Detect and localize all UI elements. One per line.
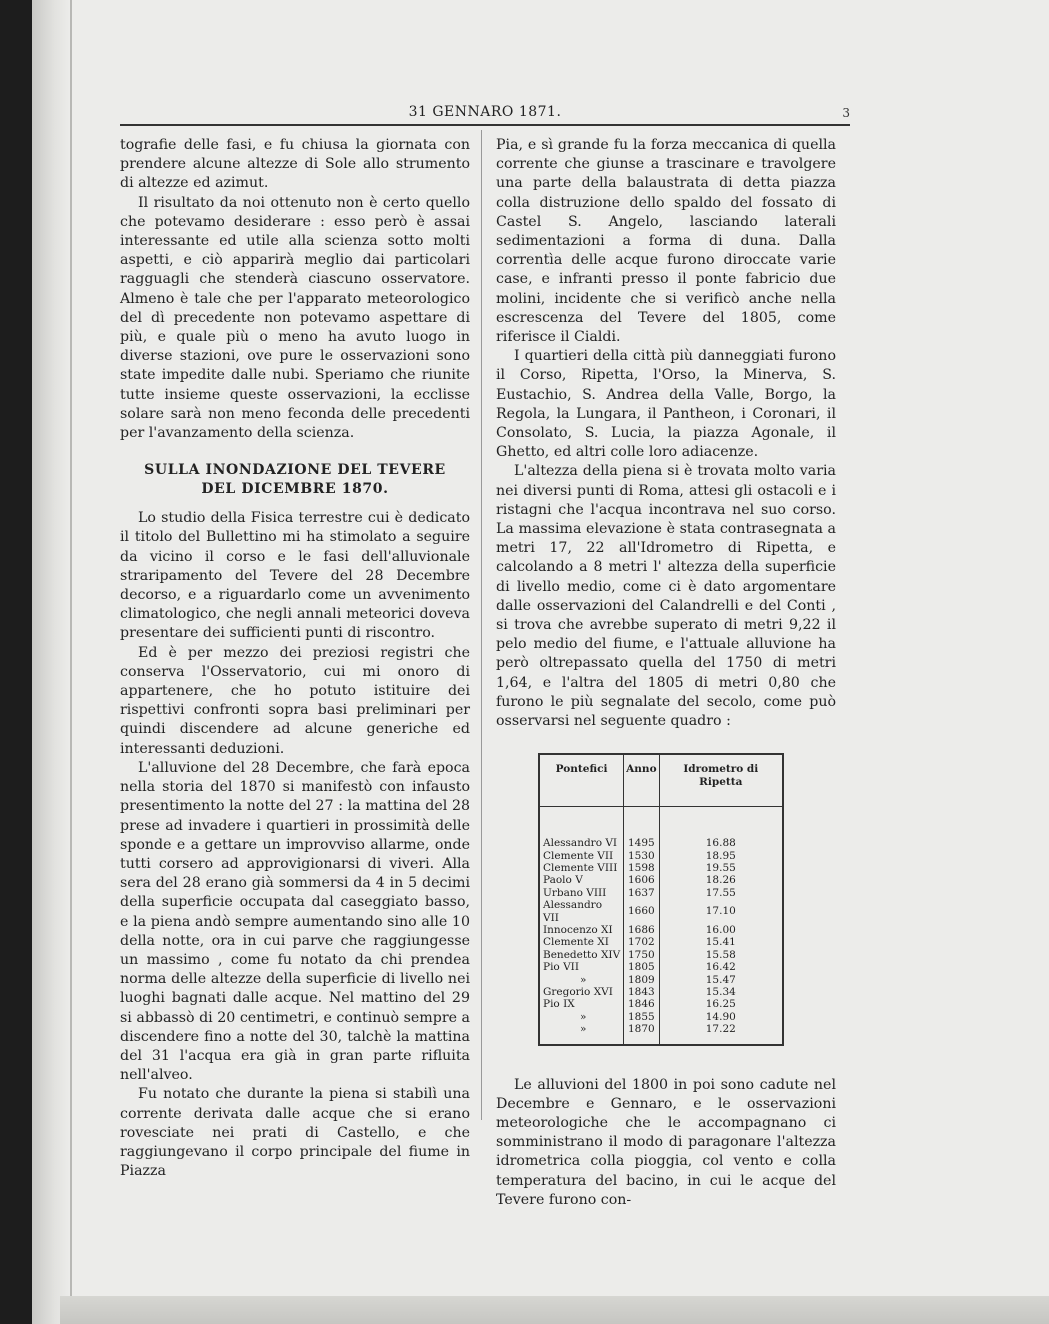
cell-pontefice: » [580, 973, 587, 986]
table-row [540, 862, 782, 874]
table-row [540, 874, 782, 886]
cell-pontefice: Alessandro VI [543, 837, 618, 850]
article-heading-line: DEL DICEMBRE 1870. [201, 481, 389, 498]
cell-altezza: 18.95 [659, 850, 782, 862]
cell-altezza: 16.00 [659, 924, 782, 936]
page-number: 3 [842, 106, 850, 120]
column-separator [481, 130, 482, 1120]
cell-anno: 1598 [624, 862, 659, 874]
cell-anno: 1846 [624, 998, 659, 1010]
cell-altezza: 16.42 [659, 961, 782, 973]
paragraph: Fu notato che durante la piena si stabilì una corrente derivata dalle acque che si erano rovesciate nei prati di Castello, e che raggiungevano il corpo principale del fiume in Piazza [120, 1086, 470, 1180]
table-row [540, 887, 782, 899]
header-anno: Anno [624, 755, 659, 806]
cell-pontefice: Benedetto XIV [543, 948, 621, 961]
cell-pontefice: Urbano VIII [543, 886, 607, 899]
paragraph: Pia, e sì grande fu la forza meccanica di quella corrente che giunse a trascinare e travolgere una parte della balaustrata di detta piazza colla distruzione dello spaldo del fossato di Castel S. Angelo, lasciando laterali sedimentazioni a forma di duna. Dalla correntìa delle acque furono diroccate varie case, e infranti presso il ponte fabricio due molini, incidente che si verificò anche nella escrescenza del Tevere del 1805, come riferisce il Cialdi. [496, 137, 836, 346]
cell-pontefice: Alessandro VII [543, 899, 603, 924]
cell-anno: 1660 [624, 899, 659, 924]
cell-pontefice: Gregorio XVI [543, 985, 613, 998]
cell-anno: 1843 [624, 986, 659, 998]
article-heading [120, 461, 470, 499]
right-column [496, 136, 836, 1210]
cell-anno: 1530 [624, 850, 659, 862]
cell-altezza: 17.10 [659, 899, 782, 924]
paragraph: L'altezza della piena si è trovata molto varia nei diversi punti di Roma, attesi gli ostacoli e i ristagni che l'acqua incontrava nel suo corso. La massima elevazione è stata contrasegnata a metri 17, 22 all'Idrometro di Ripetta, e calcolando a 8 metri l' altezza della superficie di livello medio, come ci è dato argomentare dalle osservazioni del Calandrelli e del Conti , si trova che avrebbe superato di metri 9,22 il pelo medio del fiume, e l'attuale alluvione ha però oltrepassato quella del 1750 di metri 1,64, e l'altra del 1805 di metri 0,80 che furono le più segnalate del secolo, come può osservarsi nel seguente quadro : [496, 463, 836, 730]
cell-altezza: 15.58 [659, 949, 782, 961]
cell-altezza: 14.90 [659, 1011, 782, 1023]
cell-altezza: 15.34 [659, 986, 782, 998]
cell-altezza: 16.88 [659, 807, 782, 850]
cell-pontefice: Pio VII [543, 961, 579, 974]
cell-altezza: 18.26 [659, 874, 782, 886]
paragraph: Lo studio della Fisica terrestre cui è dedicato il titolo del Bullettino mi ha stimolato a seguire da vicino il corso e le fasi dell'alluvionale straripamento del Tevere del 28 Decembre decorso, e a riguardarlo come un avvenimento climatologico, che negli annali meteorici doveva presentare dei sufficienti punti di riscontro. [120, 510, 470, 642]
article-heading-line: SULLA INONDAZIONE DEL TEVERE [144, 462, 446, 479]
table-row [540, 949, 782, 961]
cell-anno: 1805 [624, 961, 659, 973]
cell-anno: 1870 [624, 1023, 659, 1043]
cell-pontefice: Paolo V [543, 874, 583, 887]
header-rule [120, 124, 850, 126]
cell-altezza: 15.47 [659, 974, 782, 986]
cell-pontefice: » [580, 1023, 587, 1036]
table-row [540, 899, 782, 924]
table-row [540, 1023, 782, 1043]
cell-altezza: 17.55 [659, 887, 782, 899]
table-row [540, 1011, 782, 1023]
running-title: 31 GENNARO 1871. [408, 104, 562, 120]
cell-anno: 1495 [624, 807, 659, 850]
header-pontefici: Pontefici [540, 755, 624, 806]
cell-altezza: 17.22 [659, 1023, 782, 1043]
table-row [540, 850, 782, 862]
page-fold-line [70, 0, 72, 1324]
paragraph: L'alluvione del 28 Decembre, che farà epoca nella storia del 1870 si manifestò con infausto presentimento la notte del 27 : la mattina del 28 prese ad invadere i quartieri in prossimità delle sponde e a gettare un improvviso allarme, onde tutti corsero ad approvigionarsi di viveri. Alla sera del 28 erano già sommersi da 4 in 5 decimi della superficie occupata dal caseggiato basso, e la piena andò sempre aumentando sino alle 10 della notte, ora in cui parve che raggiungesse un massimo , come fu notato da chi prendea norma delle altezze della superficie di livello nei luoghi bagnati dalle acque. Nel mattino del 29 si abbassò di 20 centimetri, e continuò sempre a discendere fino a notte del 30, talchè la mattina del 31 l'acqua era già in gran parte rifluita nell'alveo. [120, 759, 470, 1084]
cell-anno: 1686 [624, 924, 659, 936]
cell-altezza: 19.55 [659, 862, 782, 874]
table-header-row [540, 755, 782, 806]
table-row [540, 961, 782, 973]
cell-pontefice: Clemente VII [543, 849, 614, 862]
table-row [540, 986, 782, 998]
cell-altezza: 16.25 [659, 998, 782, 1010]
table-row [540, 936, 782, 948]
paragraph: I quartieri della città più danneggiati furono il Corso, Ripetta, l'Orso, la Minerva, S. Eustachio, S. Andrea della Valle, Borgo, la Regola, la Lungara, il Pantheon, i Coronari, il Consolato, S. Lucia, la piazza Agonale, il Ghetto, ed altri colle loro adiacenze. [496, 348, 836, 461]
flood-table [538, 753, 784, 1045]
cell-altezza: 15.41 [659, 936, 782, 948]
cell-anno: 1855 [624, 1011, 659, 1023]
table-row [540, 807, 782, 850]
table-row [540, 998, 782, 1010]
cell-pontefice: Innocenzo XI [543, 923, 613, 936]
left-column [120, 136, 470, 1181]
cell-pontefice: » [580, 1010, 587, 1023]
cell-pontefice: Pio IX [543, 998, 575, 1011]
flood-table-grid [540, 755, 782, 1043]
paragraph: tografie delle fasi, e fu chiusa la giornata con prendere alcune altezze di Sole allo strumento di altezze ed azimut. [120, 137, 470, 192]
page-binding-shadow [32, 0, 70, 1324]
table-body [540, 807, 782, 1044]
paragraph: Ed è per mezzo dei preziosi registri che conserva l'Osservatorio, cui mi onoro di appartenere, che ho potuto istituire dei rispettivi confronti sopra basi preliminari per quindi discendere ad alcune generiche ed interessanti deduzioni. [120, 644, 470, 757]
header-idrometro: Idrometro di Ripetta [659, 755, 782, 806]
cell-anno: 1606 [624, 874, 659, 886]
cell-anno: 1750 [624, 949, 659, 961]
cell-pontefice: Clemente VIII [543, 861, 618, 874]
running-head [120, 104, 850, 122]
cell-anno: 1702 [624, 936, 659, 948]
paragraph: Le alluvioni del 1800 in poi sono cadute nel Decembre e Gennaro, e le osservazioni meteorologiche che le accompagnano ci somministrano il modo di paragonare l'altezza idrometrica colla pioggia, col vento e colla temperatura del bacino, in cui le acque del Tevere furono con- [496, 1076, 836, 1208]
cell-anno: 1809 [624, 974, 659, 986]
cell-anno: 1637 [624, 887, 659, 899]
cell-pontefice: Clemente XI [543, 936, 609, 949]
page-bottom-edge [60, 1296, 1049, 1324]
paragraph: Il risultato da noi ottenuto non è certo quello che potevamo desiderare : esso però è assai interessante ed utile alla scienza sotto molti aspetti, e ciò apparirà meglio dai particolari ragguagli che stenderà ciascuno osservatore. Almeno è tale che per l'apparato meteorologico del dì precedente non potevamo aspettare di più, e quale più o meno ha avuto luogo in diverse stazioni, ove pure le osservazioni sono state impedite dalle nubi. Speriamo che riunite tutte insieme queste osservazioni, la ecclisse solare sarà non meno feconda delle precedenti per l'avanzamento della scienza. [120, 194, 470, 442]
table-row [540, 924, 782, 936]
table-row [540, 974, 782, 986]
